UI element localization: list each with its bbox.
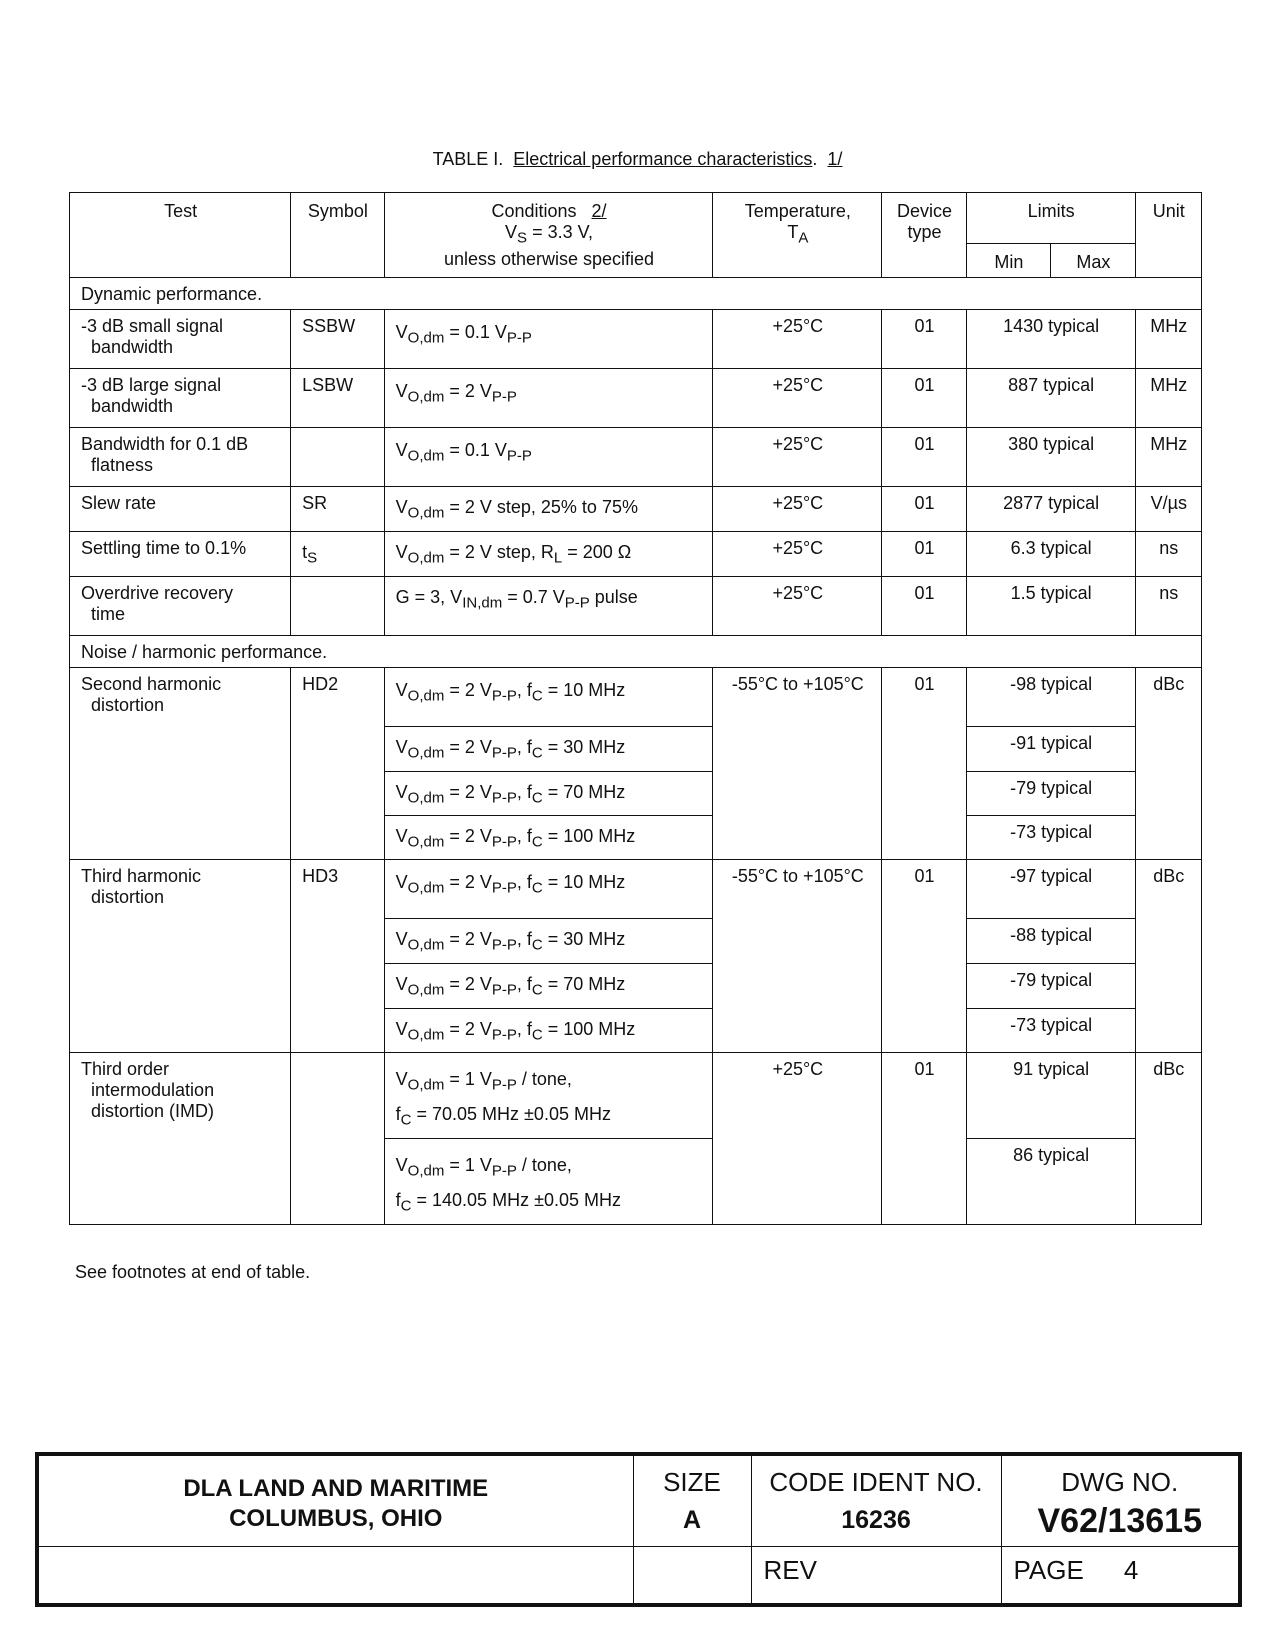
header-temperature: Temperature, $T_A$: [713, 193, 882, 278]
header-min: Min: [966, 244, 1050, 278]
code-ident-cell: CODE IDENT NO. 16236: [751, 1454, 1001, 1546]
caption-period: .: [812, 149, 818, 169]
table-row: $V_{O,dm} = 2$ $V_{P-P}$, $f_C = 30$ MHz -91 typical: [70, 727, 1202, 772]
header-row: [70, 193, 1202, 244]
table-row: $V_{O,dm} = 2$ $V_{P-P}$, $f_C = 30$ MHz -88 typical: [70, 919, 1202, 964]
footnote: See footnotes at end of table.: [75, 1262, 311, 1282]
table-row: Third harmonic distortion HD3 $V_{O,dm} = 2$ $V_{P-P}$, $f_C = 10$ MHz -55°C to +105°C 01 -97 typical dBc: [70, 860, 1202, 919]
table-row: $V_{O,dm} = 2$ $V_{P-P}$, $f_C = 70$ MHz -79 typical: [70, 964, 1202, 1009]
caption-title: Electrical performance characteristics: [513, 149, 813, 169]
header-max: Max: [1051, 244, 1135, 278]
table-row: Second harmonic distortion HD2 $V_{O,dm} = 2$ $V_{P-P}$, $f_C = 10$ MHz -55°C to +105°C 01 -98 typical dBc: [70, 668, 1202, 727]
table-row: Bandwidth for 0.1 dB flatness $V_{O,dm} = 0.1$ $V_{P-P}$ +25°C 01 380 typical MHz: [70, 428, 1202, 487]
dwg-cell: DWG NO. V62/13615: [1001, 1454, 1240, 1546]
page-cell: PAGE 4: [1001, 1546, 1240, 1605]
header-symbol: Symbol: [291, 193, 384, 278]
table-row: Overdrive recovery time G = 3, $V_{IN,dm} = 0.7$ $V_{P-P}$ pulse +25°C 01 1.5 typical ns: [70, 577, 1202, 636]
header-unit: Unit: [1135, 193, 1201, 278]
header-device-type: Device type: [882, 193, 966, 278]
caption-note-ref: 1/: [827, 149, 843, 169]
table-row: -3 dB large signal bandwidth LSBW $V_{O,dm} = 2$ $V_{P-P}$ +25°C 01 887 typical MHz: [70, 369, 1202, 428]
section-dynamic: Dynamic performance.: [70, 278, 1202, 310]
table-row: Slew rate SR $V_{O,dm} = 2$ V step, 25% to 75% +25°C 01 2877 typical V/µs: [70, 487, 1202, 532]
header-conditions: Conditions 2/ $V_S = 3.3$ V, unless otherwise specified: [384, 193, 713, 278]
table-row: $V_{O,dm} = 2$ $V_{P-P}$, $f_C = 100$ MHz -73 typical: [70, 816, 1202, 860]
size-cell: SIZE A: [633, 1454, 751, 1546]
electrical-characteristics-table: [69, 192, 1202, 1225]
table-row: Third order intermodulation distortion (IMD) $V_{O,dm} = 1$ $V_{P-P}$ / tone, $f_C = 70.05$ MHz ±0.05 MHz +25°C 01 91 typical dBc: [70, 1053, 1202, 1139]
table-caption: [0, 149, 1275, 170]
table-row: $V_{O,dm} = 1$ $V_{P-P}$ / tone, $f_C = 140.05$ MHz ±0.05 MHz 86 typical: [70, 1139, 1202, 1225]
caption-prefix: TABLE I.: [432, 149, 504, 169]
table-row: $V_{O,dm} = 2$ $V_{P-P}$, $f_C = 100$ MHz -73 typical: [70, 1009, 1202, 1053]
table-row: $V_{O,dm} = 2$ $V_{P-P}$, $f_C = 70$ MHz -79 typical: [70, 772, 1202, 816]
header-test: Test: [70, 193, 291, 278]
organization: DLA LAND AND MARITIME COLUMBUS, OHIO: [37, 1454, 633, 1546]
table-row: -3 dB small signal bandwidth SSBW $V_{O,dm} = 0.1$ $V_{P-P}$ +25°C 01 1430 typical MHz: [70, 310, 1202, 369]
rev-cell: REV: [751, 1546, 1001, 1605]
title-block: [35, 1452, 1242, 1607]
section-noise: Noise / harmonic performance.: [70, 636, 1202, 668]
header-limits: Limits: [966, 193, 1135, 244]
table-row: Settling time to 0.1% $t_S$ $V_{O,dm} = 2$ V step, $R_L = 200$ Ω +25°C 01 6.3 typical ns: [70, 532, 1202, 577]
